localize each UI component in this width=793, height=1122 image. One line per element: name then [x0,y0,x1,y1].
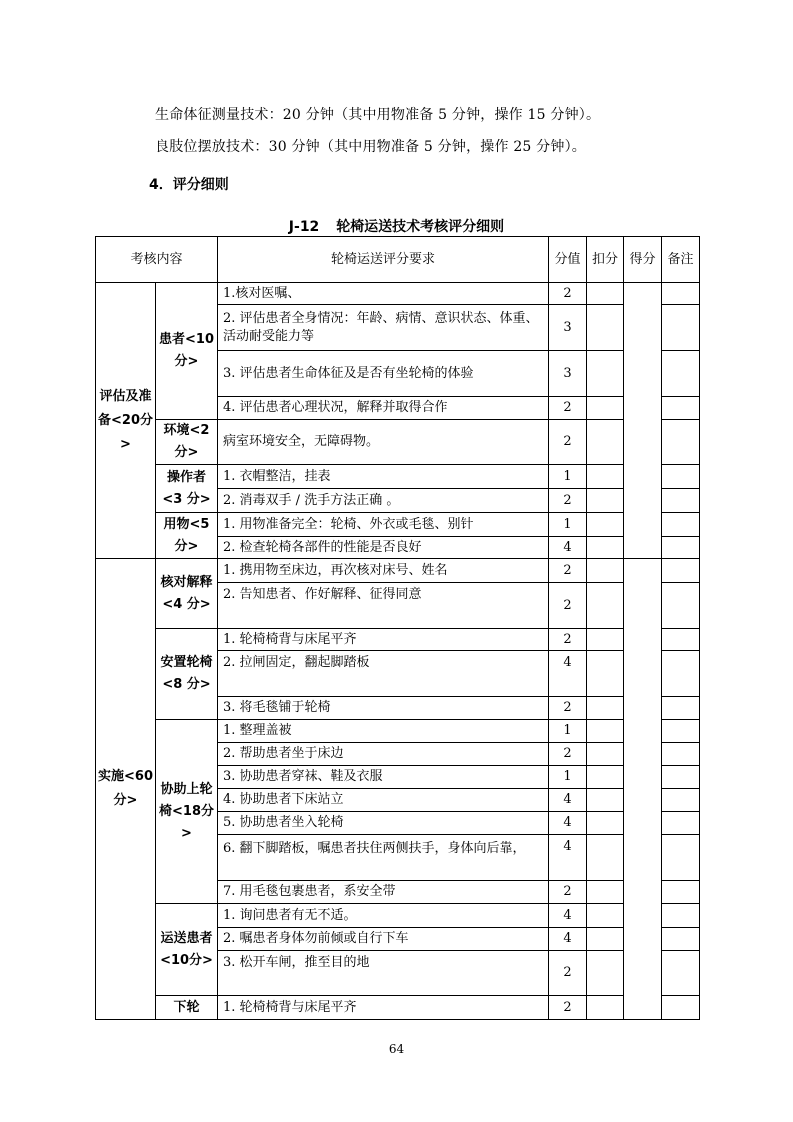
deduct-cell [587,583,624,629]
table-title: 轮椅运送技术考核评分细则 [336,219,505,235]
deduct-cell [587,559,624,583]
remark-cell [662,951,700,996]
remark-cell [662,720,700,743]
score-cell: 1 [549,766,587,789]
score-cell: 1 [549,513,587,537]
table-row [96,420,700,465]
header-score: 分值 [549,237,587,283]
requirement-cell: 2. 评估患者全身情况：年龄、病情、意识状态、体重、活动耐受能力等 [218,305,549,351]
score-cell: 1 [549,465,587,489]
score-cell: 2 [549,283,587,305]
score-cell: 4 [549,835,587,881]
requirement-cell: 2. 消毒双手 / 洗手方法正确 。 [218,489,549,513]
remark-cell [662,812,700,835]
deduct-cell [587,465,624,489]
group-transport: 运送患者<10分> [156,904,218,996]
table-code: J-12 [288,219,320,235]
deduct-cell [587,881,624,904]
deduct-cell [587,305,624,351]
deduct-cell [587,996,624,1020]
page-number: 64 [388,1042,405,1056]
remark-cell [662,465,700,489]
score-cell: 4 [549,904,587,928]
score-cell: 2 [549,559,587,583]
deduct-cell [587,789,624,812]
obtained-cell [624,559,662,1020]
deduct-cell [587,283,624,305]
table-header-row [96,237,700,283]
deduct-cell [587,697,624,720]
requirement-cell: 1. 整理盖被 [218,720,549,743]
remark-cell [662,996,700,1020]
deduct-cell [587,651,624,697]
requirement-cell: 3. 评估患者生命体征及是否有坐轮椅的体验 [218,351,549,397]
score-cell: 4 [549,812,587,835]
section-heading: 4．评分细则 [149,177,229,193]
group-place: 安置轮椅<8 分> [156,629,218,720]
remark-cell [662,351,700,397]
remark-cell [662,789,700,812]
deduct-cell [587,420,624,465]
table-row [96,720,700,743]
table-row [96,629,700,651]
score-table [95,236,700,1020]
score-cell: 2 [549,951,587,996]
requirement-cell: 3. 松开车闸，推至目的地 [218,951,549,996]
group-environment: 环境<2 分> [156,420,218,465]
remark-cell [662,559,700,583]
obtained-cell [624,283,662,559]
remark-cell [662,305,700,351]
deduct-cell [587,397,624,420]
table-row [96,904,700,928]
score-cell: 2 [549,697,587,720]
requirement-cell: 7. 用毛毯包裹患者，系安全带 [218,881,549,904]
score-cell: 4 [549,789,587,812]
remark-cell [662,583,700,629]
intro-line-1: 生命体征测量技术：20 分钟（其中用物准备 5 分钟，操作 15 分钟）。 [155,107,601,123]
remark-cell [662,397,700,420]
requirement-cell: 2. 拉闸固定，翻起脚踏板 [218,651,549,697]
deduct-cell [587,720,624,743]
score-cell: 1 [549,720,587,743]
remark-cell [662,697,700,720]
deduct-cell [587,489,624,513]
requirement-cell: 1. 轮椅椅背与床尾平齐 [218,996,549,1020]
header-obtained: 得分 [624,237,662,283]
remark-cell [662,835,700,881]
requirement-cell: 3. 将毛毯铺于轮椅 [218,697,549,720]
group-assist: 协助上轮椅<18分> [156,720,218,904]
requirement-cell: 1. 衣帽整洁，挂表 [218,465,549,489]
table-row [96,996,700,1020]
requirement-cell: 1. 用物准备完全：轮椅、外衣或毛毯、别针 [218,513,549,537]
score-cell: 4 [549,928,587,951]
requirement-cell: 5. 协助患者坐入轮椅 [218,812,549,835]
header-requirement: 轮椅运送评分要求 [218,237,549,283]
requirement-cell: 2. 告知患者、作好解释、征得同意 [218,583,549,629]
score-cell: 2 [549,397,587,420]
deduct-cell [587,513,624,537]
group-verify: 核对解释<4 分> [156,559,218,629]
requirement-cell: 6. 翻下脚踏板，嘱患者扶住两侧扶手，身体向后靠， [218,835,549,881]
group-patient: 患者<10 分> [156,283,218,420]
remark-cell [662,766,700,789]
deduct-cell [587,766,624,789]
table-row [96,283,700,305]
remark-cell [662,881,700,904]
score-cell: 2 [549,629,587,651]
deduct-cell [587,351,624,397]
group-operator: 操作者<3 分> [156,465,218,513]
requirement-cell: 4. 评估患者心理状况，解释并取得合作 [218,397,549,420]
score-cell: 3 [549,305,587,351]
header-remark: 备注 [662,237,700,283]
remark-cell [662,420,700,465]
requirement-cell: 2. 帮助患者坐于床边 [218,743,549,766]
requirement-cell: 2. 检查轮椅各部件的性能是否良好 [218,537,549,559]
score-cell: 2 [549,881,587,904]
remark-cell [662,629,700,651]
table-caption [0,216,793,236]
deduct-cell [587,537,624,559]
requirement-cell: 病室环境安全，无障碍物。 [218,420,549,465]
remark-cell [662,743,700,766]
remark-cell [662,283,700,305]
requirement-cell: 1. 携用物至床边，再次核对床号、姓名 [218,559,549,583]
deduct-cell [587,835,624,881]
remark-cell [662,537,700,559]
deduct-cell [587,743,624,766]
table-row [96,465,700,489]
group-alight: 下轮 [156,996,218,1020]
score-cell: 2 [549,743,587,766]
remark-cell [662,904,700,928]
requirement-cell: 1. 询问患者有无不适。 [218,904,549,928]
deduct-cell [587,812,624,835]
requirement-cell: 1. 轮椅椅背与床尾平齐 [218,629,549,651]
remark-cell [662,928,700,951]
requirement-cell: 3. 协助患者穿袜、鞋及衣服 [218,766,549,789]
table-row [96,559,700,583]
category-impl: 实施<60分> [96,559,156,1020]
score-cell: 2 [549,489,587,513]
table-row [96,513,700,537]
header-content: 考核内容 [96,237,218,283]
score-cell: 4 [549,537,587,559]
intro-line-2: 良肢位摆放技术：30 分钟（其中用物准备 5 分钟，操作 25 分钟）。 [155,139,586,155]
score-cell: 2 [549,583,587,629]
score-cell: 2 [549,420,587,465]
deduct-cell [587,951,624,996]
deduct-cell [587,629,624,651]
requirement-cell: 1.核对医嘱、 [218,283,549,305]
score-cell: 4 [549,651,587,697]
category-prep: 评估及准备<20分> [96,283,156,559]
remark-cell [662,513,700,537]
requirement-cell: 2. 嘱患者身体勿前倾或自行下车 [218,928,549,951]
group-supplies: 用物<5 分> [156,513,218,559]
remark-cell [662,489,700,513]
deduct-cell [587,904,624,928]
header-deduct: 扣分 [587,237,624,283]
requirement-cell: 4. 协助患者下床站立 [218,789,549,812]
score-cell: 2 [549,996,587,1020]
deduct-cell [587,928,624,951]
remark-cell [662,651,700,697]
score-cell: 3 [549,351,587,397]
